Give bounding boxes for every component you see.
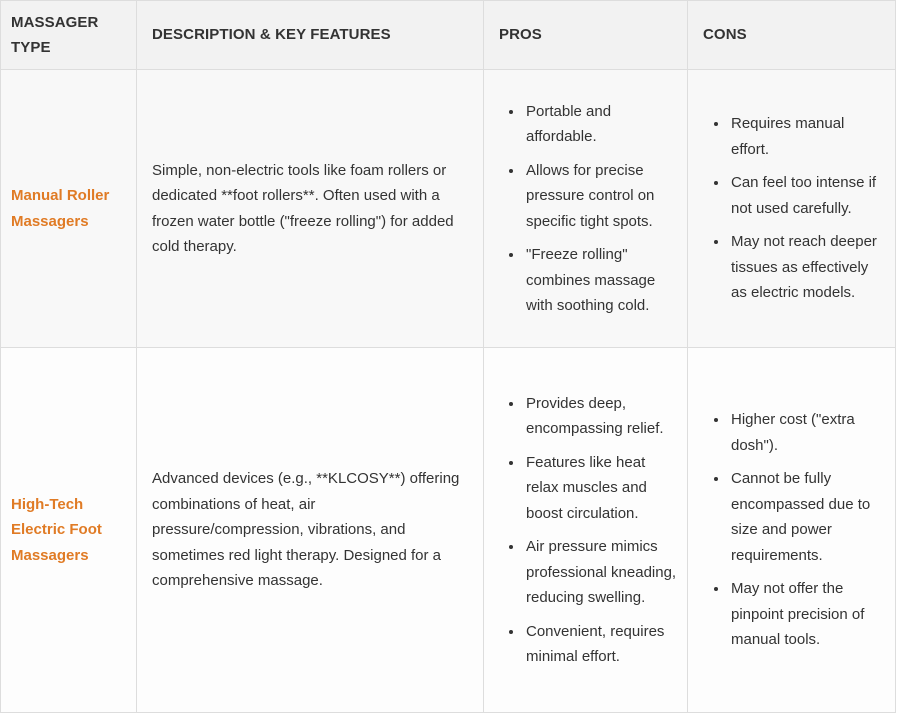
pros-item: • Features like heat relax muscles and boost circulation. [524,450,677,527]
cons-item: • Higher cost ("extra dosh"). [729,407,885,458]
pros-item: • Provides deep, encompassing relief. [524,391,677,442]
header-massager-type: MASSAGER TYPE [1,1,137,70]
table-body [1,70,896,713]
cons-item: • Can feel too intense if not used carefully. [729,170,885,221]
pros-item: • "Freeze rolling" combines massage with soothing cold. [524,242,677,319]
pros-list [499,391,677,670]
pros-item: • Allows for precise pressure control on specific tight spots. [524,158,677,235]
cons-list [704,111,885,306]
cons-item: • May not offer the pinpoint precision of manual tools. [729,576,885,653]
cons-cell [688,70,896,348]
cons-item: • Requires manual effort. [729,111,885,162]
header-description: DESCRIPTION & KEY FEATURES [137,1,484,70]
cons-list [704,407,885,653]
pros-cell [484,70,688,348]
table-row [1,70,896,348]
pros-cell [484,348,688,713]
cons-item: • May not reach deeper tissues as effectively as electric models. [729,229,885,306]
header-cons: CONS [688,1,896,70]
header-row [1,1,896,70]
pros-item: • Portable and affordable. [524,99,677,150]
massager-type-cell: High-Tech Electric Foot Massagers [1,348,137,713]
description-cell: Simple, non-electric tools like foam rollers or dedicated **foot rollers**. Often used with a frozen water bottle ("freeze rolling") for added cold therapy. [137,70,484,348]
cons-cell [688,348,896,713]
description-cell: Advanced devices (e.g., **KLCOSY**) offering combinations of heat, air pressure/compression, vibrations, and sometimes red light therapy. Designed for a comprehensive massage. [137,348,484,713]
pros-list [499,99,677,319]
massager-type-cell: Manual Roller Massagers [1,70,137,348]
table-row [1,348,896,713]
cons-item: • Cannot be fully encompassed due to size and power requirements. [729,466,885,568]
pros-item: • Air pressure mimics professional kneading, reducing swelling. [524,534,677,611]
header-pros: PROS [484,1,688,70]
pros-item: • Convenient, requires minimal effort. [524,619,677,670]
table-header [1,1,896,70]
